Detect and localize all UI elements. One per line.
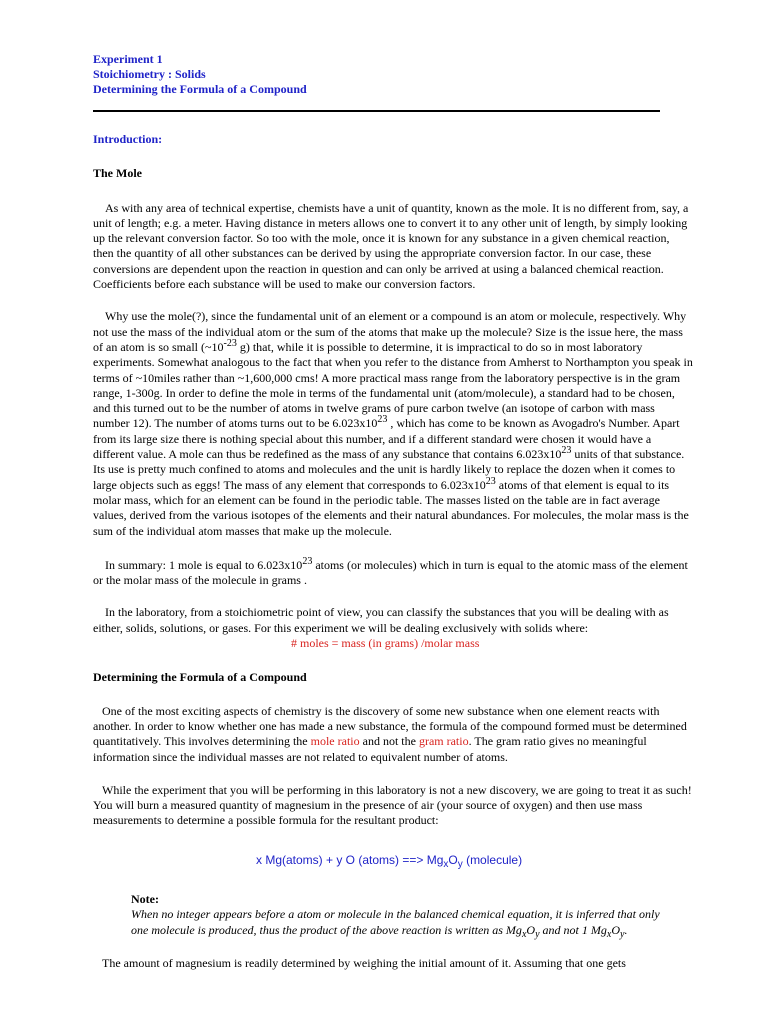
reaction-equation: x Mg(atoms) + y O (atoms) ==> $Mg_xO_y$ (molecule): [256, 852, 523, 870]
document-page: [93, 52, 693, 971]
determining-formula-heading: Determining the Formula of a Compound: [93, 670, 307, 685]
moles-formula: # moles = mass (in grams) /molar mass: [291, 636, 480, 651]
header-divider: [93, 110, 660, 112]
paragraph-laboratory: In the laboratory, from a stoichiometric point of view, you can classify the substances that you will be dealing with as either, solids, solutions, or gases. For this experiment we will be dealing exclusively with solids where:: [93, 605, 669, 635]
document-header: [93, 52, 693, 97]
paragraph-mole-definition: As with any area of technical expertise, chemists have a unit of quantity, known as the mole. It is no different from, say, a unit of length; e.g. a meter. Having distance in meters allows one to convert it to any other unit of length, by simply looking up the relevant conversion factor. So too with the mole, once it is known for any substance in a given chemical reaction, then the quantity of all other substances can be derived by using the appropriate conversion factor. In our case, these conversions are dependent upon the reaction in question and can only be arrived at using a balanced chemical reaction. Coefficients before each substance will be used to make our conversion factors.: [93, 200, 689, 292]
paragraph-mole-ratio: One of the most exciting aspects of chemistry is the discovery of some new substance when one element reacts with another. In order to know whether one has made a new substance, the formula of the compound formed must be determined quantitatively. This involves determining the mole ratio and not the gram ratio. The gram ratio gives no meaningful information since the individual masses are not related to equivalent number of atoms.: [93, 703, 687, 764]
paragraph-magnesium: The amount of magnesium is readily determined by weighing the initial amount of it. Assuming that one gets: [102, 955, 626, 970]
mole-heading: The Mole: [93, 166, 142, 181]
paragraph-summary: In summary: 1 mole is equal to $6.023x10^{23}$ atoms (or molecules) which in turn is equal to the atomic mass of the element or the molar mass of the molecule in grams .: [93, 555, 688, 588]
experiment-topic: Stoichiometry : Solids: [93, 67, 206, 81]
introduction-heading: Introduction:: [93, 132, 163, 146]
mole-ratio-highlight: mole ratio: [310, 734, 360, 749]
experiment-title: Determining the Formula of a Compound: [93, 82, 307, 96]
gram-ratio-highlight: gram ratio: [418, 734, 469, 749]
note-label: Note:: [131, 891, 159, 906]
note-block: [131, 892, 671, 938]
paragraph-experiment: While the experiment that you will be performing in this laboratory is not a new discovery, we are going to treat it as such! You will burn a measured quantity of magnesium in the presence of air (your source of oxygen) and then use mass measurements to determine a possible formula for the resultant product:: [93, 782, 692, 828]
paragraph-why-mole: Why use the mole(?), since the fundamental unit of an element or a compound is an atom or molecule, respectively. Why not use the mass of the individual atom or the sum of the atoms that make up the molecule? Size is the issue here, the mass of an atom is so small ($\sim 10^{-23}$ g) that, while it is possible to determine, it is impractical to do so in most laboratory experiments. Somewhat analogous to the fact that when you refer to the distance from Amherst to Northampton you speak in terms of ~10miles rather than ~1,600,000 cms! A more practical mass range from the laboratory perspective is in the gram range, 1-300g. In order to define the mole in terms of the fundamental unit (atom/molecule), a standard had to be chosen, and this turned out to be the number of atoms in twelve grams of pure carbon twelve (an isotope of carbon with mass number 12). The number of atoms turns out to be $6.023x10^{23}$ , which has come to be known as Avogadro's Number. Apart from its large size there is nothing special about this number, and if a different standard were chosen it would have a different value. A mole can thus be redefined as the mass of any substance that contains $6.023x10^{23}$ units of that substance. Its use is pretty much confined to atoms and molecules and the unit is hardly likely to replace the dozen when it comes to large objects such as eggs! The mass of any element that corresponds to $6.023x10^{23}$ atoms of that element is equal to its molar mass, which for an element can be found in the periodic table. The masses listed on the table are in fact average values, derived from the various isotopes of the elements and their natural abundances. For molecules, the molar mass is the sum of the individual atom masses that make up the molecule.: [93, 309, 693, 538]
note-text: When no integer appears before a atom or molecule in the balanced chemical equation, it is inferred that only one molecule is produced, thus the product of the above reaction is written as $Mg_xO_y$ and not 1 $Mg_xO_y$.: [131, 907, 660, 940]
experiment-number: Experiment 1: [93, 52, 163, 66]
